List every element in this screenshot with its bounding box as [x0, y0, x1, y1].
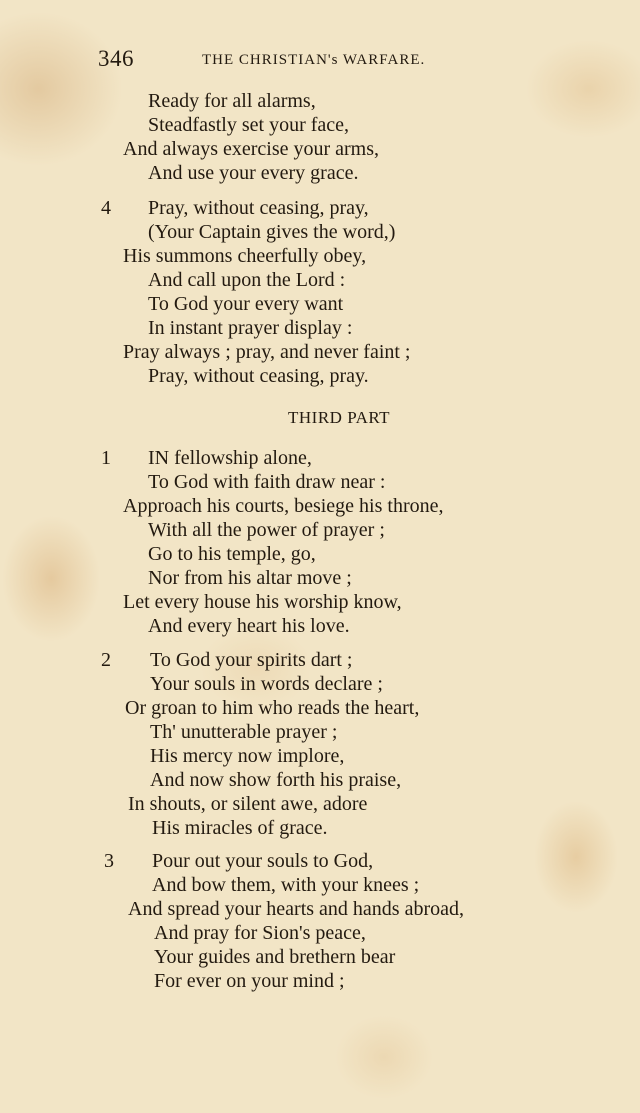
stanza-number: 4	[101, 197, 111, 219]
verse-line: Pray, without ceasing, pray.	[148, 365, 369, 387]
verse-line: IN fellowship alone,	[148, 447, 312, 469]
verse-line: For ever on your mind ;	[154, 970, 345, 992]
verse-line: Pray always ; pray, and never faint ;	[123, 341, 411, 363]
verse-line: And pray for Sion's peace,	[154, 922, 366, 944]
verse-line: And spread your hearts and hands abroad,	[128, 898, 465, 920]
verse-line: And use your every grace.	[148, 162, 359, 184]
verse-line: And bow them, with your knees ;	[152, 874, 420, 896]
page-number: 346	[98, 46, 134, 71]
verse-line: Ready for all alarms,	[148, 90, 316, 112]
verse-line: To God your spirits dart ;	[150, 649, 353, 671]
page-header	[98, 46, 508, 76]
verse-line: Steadfastly set your face,	[148, 114, 350, 136]
verse-line: Your souls in words declare ;	[150, 673, 383, 695]
verse-line: Pray, without ceasing, pray,	[148, 197, 369, 219]
verse-line: Th' unutterable prayer ;	[150, 721, 338, 743]
running-title: THE CHRISTIAN's WARFARE.	[202, 52, 426, 68]
verse-line: His summons cheerfully obey,	[123, 245, 367, 267]
verse-line: And every heart his love.	[148, 615, 350, 637]
verse-line: His mercy now implore,	[150, 745, 345, 767]
verse-line: To God your every want	[148, 293, 344, 315]
verse-line: And always exercise your arms,	[123, 138, 380, 160]
stanza-number: 2	[101, 649, 111, 671]
section-title: THIRD PART	[288, 408, 391, 427]
verse-line: Go to his temple, go,	[148, 543, 316, 565]
verse-line: In shouts, or silent awe, adore	[128, 793, 368, 815]
verse-line: With all the power of prayer ;	[148, 519, 385, 541]
stanza-number: 1	[101, 447, 111, 469]
verse-line: (Your Captain gives the word,)	[148, 221, 396, 243]
verse-line: In instant prayer display :	[148, 317, 353, 339]
verse-line: And call upon the Lord :	[148, 269, 346, 291]
verse-line: And now show forth his praise,	[150, 769, 402, 791]
verse-line: Pour out your souls to God,	[152, 850, 374, 872]
verse-line: Or groan to him who reads the heart,	[125, 697, 420, 719]
verse-line: Your guides and brethern bear	[154, 946, 396, 968]
verse-line: Approach his courts, besiege his throne,	[123, 495, 444, 517]
verse-line: To God with faith draw near :	[148, 471, 386, 493]
verse-line: Let every house his worship know,	[123, 591, 402, 613]
verse-line: His miracles of grace.	[152, 817, 328, 839]
verse-line: Nor from his altar move ;	[148, 567, 352, 589]
stanza-number: 3	[104, 850, 114, 872]
